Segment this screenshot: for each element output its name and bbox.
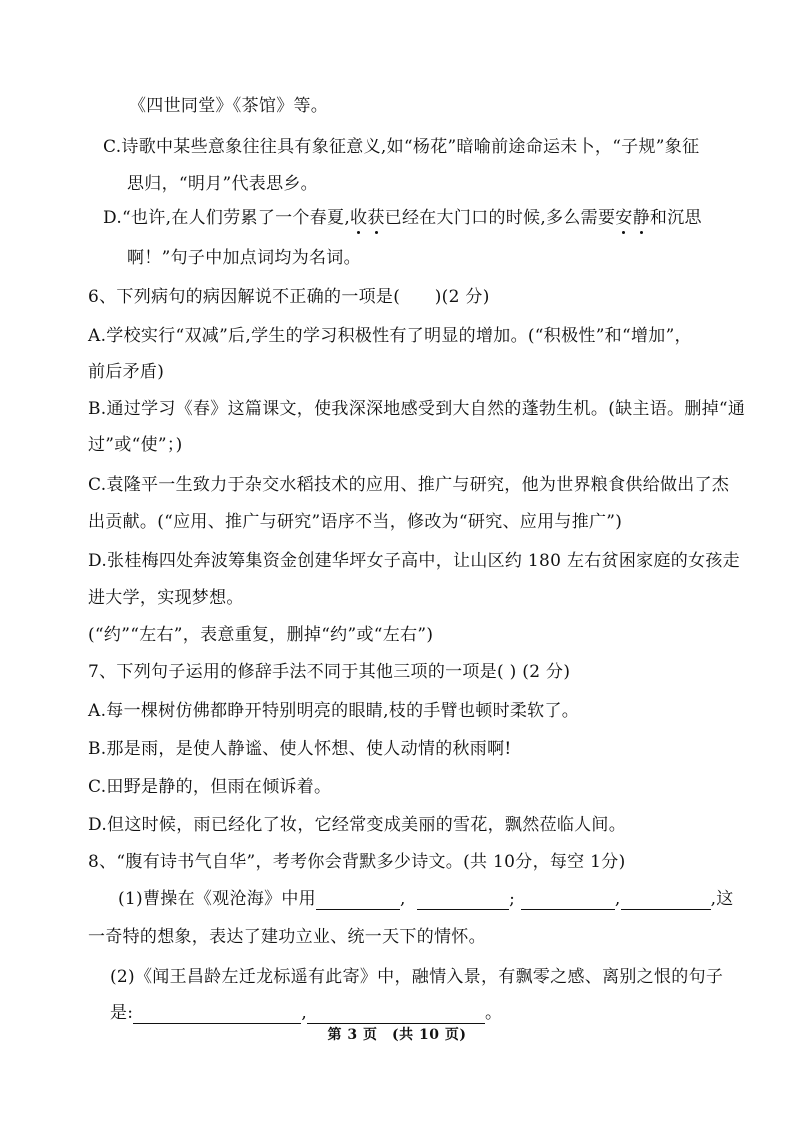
q5-d-text-part1: D.“也许,在人们劳累了一个春夏, <box>103 208 351 228</box>
q6-stem: 6、下列病句的病因解说不正确的一项是( )(2 分) <box>88 287 490 307</box>
q5-option-b-continuation: 《四世同堂》《茶馆》等。 <box>129 96 329 116</box>
q5-option-c-line2: 思归，“明月”代表思乡。 <box>127 174 318 194</box>
q5-d-text-part2: 已经在大门口的时候,多么需要 <box>384 208 616 228</box>
q8-stem: 8、“腹有诗书气自华”，考考你会背默多少诗文。(共 10分，每空 1分) <box>88 852 626 872</box>
answer-blank[interactable] <box>417 891 509 910</box>
q5-option-d-line1 <box>103 207 702 229</box>
q6-option-c-line1: C.袁隆平一生致力于杂交水稻技术的应用、推广与研究，他为世界粮食供给做出了杰 <box>88 475 730 495</box>
q5-d-dotted-char: 获 <box>367 208 385 228</box>
answer-blank[interactable] <box>133 1005 301 1024</box>
answer-blank[interactable] <box>621 891 711 910</box>
answer-blank[interactable] <box>316 891 400 910</box>
q6-option-d-line2: 进大学，实现梦想。 <box>88 588 244 608</box>
q8-part2-line1: (2)《闻王昌龄左迁龙标遥有此寄》中，融情入景，有飘零之感、离别之恨的句子 <box>110 967 724 987</box>
q7-option-d: D.但这时候，雨已经化了妆，它经常变成美丽的雪花，飘然莅临人间。 <box>88 815 627 835</box>
q5-d-dotted-char: 收 <box>350 208 368 228</box>
q6-option-d-line1: D.张桂梅四处奔波筹集资金创建华坪女子高中，让山区约 180 左右贫困家庭的女孩走 <box>88 551 740 571</box>
q6-option-d-note: (“约”“左右”，表意重复，删掉“约”或“左右”) <box>88 625 434 645</box>
punctuation: , <box>301 1003 308 1023</box>
q8-part2-line2 <box>110 1002 502 1024</box>
punctuation: 。 <box>485 1003 503 1023</box>
answer-blank[interactable] <box>307 1005 485 1024</box>
q6-option-b-line2: 过”或“使”；) <box>88 435 183 455</box>
q6-option-b-line1: B.通过学习《春》这篇课文，使我深深地感受到大自然的蓬勃生机。(缺主语。删掉“通 <box>88 399 746 419</box>
q5-option-c-line1: C.诗歌中某些意象往往具有象征意义,如“杨花”暗喻前途命运未卜，“子规”象征 <box>103 137 700 157</box>
answer-blank[interactable] <box>521 891 615 910</box>
q8-part1-line1 <box>118 888 734 910</box>
q5-d-text-part3: 和沉思 <box>649 208 702 228</box>
punctuation: , <box>614 889 621 909</box>
q5-d-dotted-char: 安 <box>615 208 633 228</box>
q7-option-c: C.田野是静的，但雨在倾诉着。 <box>88 777 332 797</box>
q8-part1-suffix: ,这 <box>710 889 734 909</box>
q7-option-b: B.那是雨，是使人静谧、使人怀想、使人动情的秋雨啊! <box>88 739 512 759</box>
q8-part1-line2: 一奇特的想象，表达了建功立业、统一天下的情怀。 <box>88 927 486 947</box>
punctuation: , <box>399 889 406 909</box>
q8-part1-prefix: (1)曹操在《观沧海》中用 <box>118 889 316 909</box>
q5-d-dotted-char: 静 <box>632 208 650 228</box>
punctuation: ; <box>509 889 516 909</box>
q6-option-a-line1: A.学校实行“双减”后,学生的学习积极性有了明显的增加。(“积极性”和“增加”， <box>88 326 692 346</box>
q7-option-a: A.每一棵树仿佛都睁开特别明亮的眼睛,枝的手臂也顿时柔软了。 <box>88 701 580 721</box>
q5-option-d-line2: 啊！”句子中加点词均为名词。 <box>127 248 361 268</box>
q7-stem: 7、下列句子运用的修辞手法不同于其他三项的一项是( ) (2 分) <box>88 662 571 682</box>
q6-option-c-line2: 出贡献。(“应用、推广与研究”语序不当，修改为“研究、应用与推广”) <box>88 512 623 532</box>
q8-part2-prefix: 是: <box>110 1003 134 1023</box>
q6-option-a-line2: 前后矛盾) <box>88 362 165 382</box>
page-number-footer: 第 3 页 (共 10 页) <box>327 1027 467 1043</box>
